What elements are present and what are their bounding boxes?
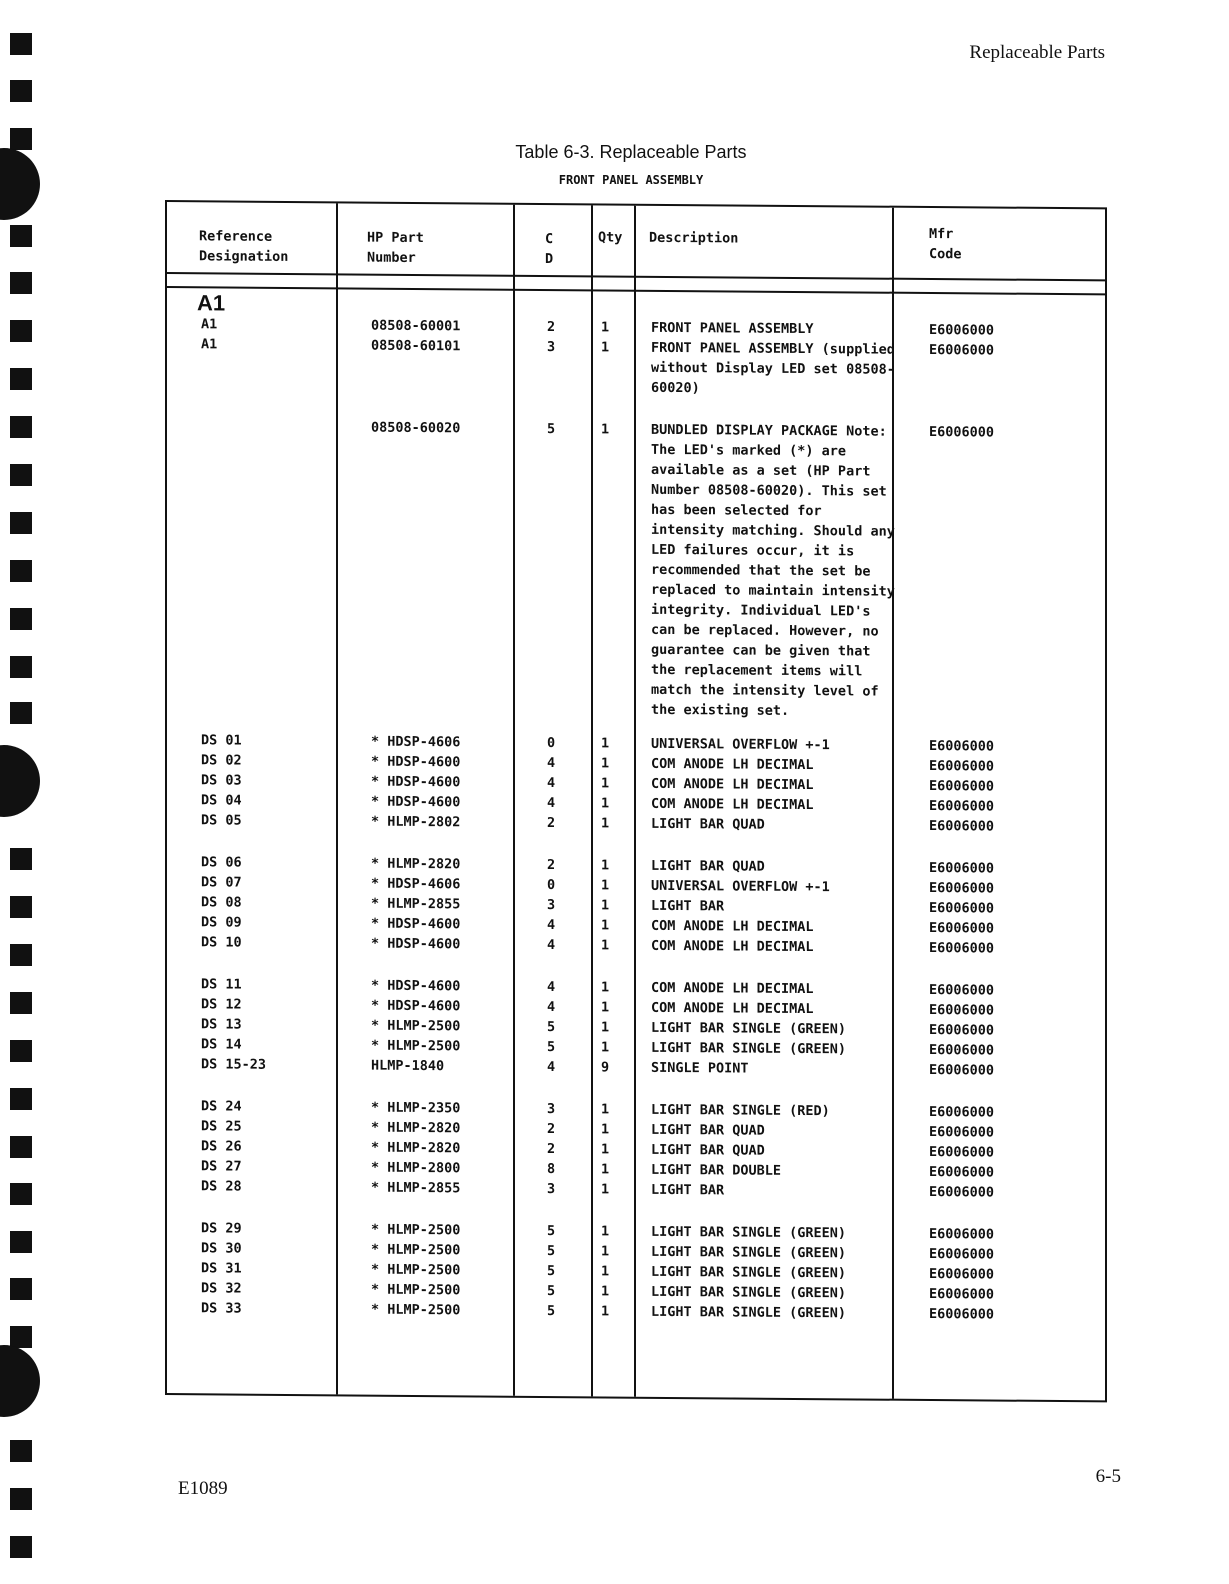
cell-mfr: E6006000 (929, 1002, 995, 1019)
cell-qty: 1 (601, 815, 610, 832)
cell-ref: DS 05 (201, 812, 242, 829)
cell-mfr: E6006000 (929, 342, 995, 359)
cell-part: HLMP-1840 (371, 1057, 445, 1075)
cell-ref: DS 11 (201, 976, 242, 993)
cell-desc: LIGHT BAR SINGLE (RED) (651, 1101, 830, 1120)
cell-mfr: E6006000 (929, 1246, 995, 1263)
cell-ref: DS 25 (201, 1118, 242, 1135)
binder-punch-hole (0, 745, 40, 817)
binder-hole (10, 320, 32, 342)
binder-hole (10, 1088, 32, 1110)
cell-cd: 5 (547, 1243, 556, 1260)
cell-cd: 5 (547, 1263, 556, 1280)
cell-desc: FRONT PANEL ASSEMBLY (651, 319, 814, 338)
cell-cd: 5 (547, 1303, 556, 1320)
cell-part: * HDSP-4600 (371, 753, 461, 771)
cell-part: * HLMP-2855 (371, 895, 461, 913)
col-header-reference (199, 226, 288, 267)
cell-qty: 1 (601, 937, 610, 954)
binder-hole (10, 80, 32, 102)
cell-qty: 1 (601, 319, 610, 336)
cell-part: 08508-60001 (371, 317, 461, 335)
binder-hole (10, 225, 32, 247)
col-header-cd-line2: D (545, 250, 554, 268)
cell-desc: LIGHT BAR SINGLE (GREEN) (651, 1263, 847, 1282)
cell-desc: SINGLE POINT (651, 1059, 749, 1077)
cell-cd: 0 (547, 735, 556, 752)
document-code: E1089 (178, 1478, 228, 1499)
cell-qty: 1 (601, 1263, 610, 1280)
cell-ref: DS 31 (201, 1260, 242, 1277)
binder-hole (10, 272, 32, 294)
binder-hole (10, 33, 32, 55)
col-header-cd-line1: C (545, 230, 554, 248)
binder-hole (10, 1183, 32, 1205)
col-header-part-line2: Number (367, 249, 416, 266)
cell-qty: 1 (601, 857, 610, 874)
cell-ref: DS 03 (201, 772, 242, 789)
col-header-description-label: Description (649, 229, 739, 247)
cell-cd: 5 (547, 1283, 556, 1300)
cell-part: * HDSP-4600 (371, 977, 461, 995)
cell-qty: 1 (601, 1161, 610, 1178)
cell-part: * HLMP-2500 (371, 1281, 461, 1299)
cell-desc: LIGHT BAR SINGLE (GREEN) (651, 1303, 847, 1322)
cell-part: * HLMP-2500 (371, 1037, 461, 1055)
cell-qty: 1 (601, 755, 610, 772)
cell-desc: COM ANODE LH DECIMAL (651, 999, 814, 1018)
cell-ref: DS 32 (201, 1280, 242, 1297)
cell-mfr: E6006000 (929, 880, 995, 897)
cell-desc: BUNDLED DISPLAY PACKAGE Note: The LED's marked (*) are available as a set (HP Part Number 08508-60020). This set has been selected for intensity matching. Should any LED failures occur, it is recommended that the set be replaced to maintain intensity integrity. Individual LED's can be replaced. However, no guarantee can be given that the replacement items will match the intensity level of the existing set. (651, 421, 895, 719)
table-subtitle: FRONT PANEL ASSEMBLY (558, 173, 704, 187)
cell-desc: COM ANODE LH DECIMAL (651, 755, 814, 774)
col-header-part-number (367, 228, 424, 268)
col-header-part-line1: HP Part (367, 229, 424, 247)
cell-desc: COM ANODE LH DECIMAL (651, 937, 814, 956)
binder-hole (10, 848, 32, 870)
cell-cd: 4 (547, 999, 556, 1016)
table-row (167, 416, 1105, 723)
cell-cd: 2 (547, 1141, 556, 1158)
cell-part: * HLMP-2802 (371, 813, 461, 831)
cell-ref: DS 09 (201, 914, 242, 931)
cell-part: * HDSP-4606 (371, 875, 461, 893)
cell-ref: DS 12 (201, 996, 242, 1013)
cell-qty: 1 (601, 795, 610, 812)
cell-cd: 4 (547, 755, 556, 772)
cell-desc: COM ANODE LH DECIMAL (651, 775, 814, 794)
cell-cd: 4 (547, 937, 556, 954)
cell-desc: LIGHT BAR SINGLE (GREEN) (651, 1039, 847, 1058)
cell-part: * HDSP-4600 (371, 935, 461, 953)
cell-ref: DS 01 (201, 732, 242, 749)
cell-qty: 1 (601, 1181, 610, 1198)
cell-qty: 1 (601, 1101, 610, 1118)
col-header-qty-label: Qty (598, 229, 623, 246)
cell-mfr: E6006000 (929, 1226, 995, 1243)
cell-desc: FRONT PANEL ASSEMBLY (supplied without Display LED set 08508-60020) (651, 339, 895, 397)
table-row (167, 334, 1105, 401)
cell-mfr: E6006000 (929, 424, 995, 441)
cell-desc: LIGHT BAR QUAD (651, 1141, 765, 1159)
cell-mfr: E6006000 (929, 1062, 995, 1079)
binder-hole (10, 464, 32, 486)
table-title: Table 6-3. Replaceable Parts (515, 142, 747, 162)
binder-hole (10, 1231, 32, 1253)
cell-part: * HLMP-2800 (371, 1159, 461, 1177)
cell-desc: UNIVERSAL OVERFLOW +-1 (651, 877, 830, 896)
binder-hole (10, 1278, 32, 1300)
cell-qty: 1 (601, 999, 610, 1016)
cell-mfr: E6006000 (929, 1104, 995, 1121)
cell-desc: LIGHT BAR (651, 897, 725, 915)
cell-ref: DS 29 (201, 1220, 242, 1237)
binder-hole (10, 1040, 32, 1062)
cell-mfr: E6006000 (929, 982, 995, 999)
cell-ref: A1 (201, 336, 218, 353)
cell-ref: DS 10 (201, 934, 242, 951)
cell-cd: 0 (547, 877, 556, 894)
cell-mfr: E6006000 (929, 818, 995, 835)
cell-cd: 4 (547, 917, 556, 934)
cell-ref: DS 26 (201, 1138, 242, 1155)
header-divider (167, 286, 1105, 295)
cell-part: * HLMP-2820 (371, 1139, 461, 1157)
cell-desc: LIGHT BAR QUAD (651, 815, 765, 833)
cell-desc: LIGHT BAR SINGLE (GREEN) (651, 1283, 847, 1302)
cell-ref: DS 14 (201, 1036, 242, 1053)
cell-cd: 4 (547, 979, 556, 996)
binder-hole (10, 1440, 32, 1462)
cell-cd: 2 (547, 815, 556, 832)
col-header-cd (545, 229, 553, 269)
cell-desc: COM ANODE LH DECIMAL (651, 917, 814, 936)
cell-qty: 1 (601, 877, 610, 894)
binder-hole (10, 560, 32, 582)
cell-mfr: E6006000 (929, 1184, 995, 1201)
cell-qty: 1 (601, 775, 610, 792)
cell-ref: A1 (201, 316, 218, 333)
cell-part: * HLMP-2820 (371, 855, 461, 873)
cell-ref: DS 15-23 (201, 1056, 267, 1073)
cell-cd: 3 (547, 897, 556, 914)
cell-qty: 1 (601, 897, 610, 914)
cell-mfr: E6006000 (929, 758, 995, 775)
cell-desc: LIGHT BAR (651, 1181, 725, 1199)
binder-hole (10, 702, 32, 724)
col-header-reference-line1: Reference (199, 228, 273, 245)
page-number: 6-5 (1095, 1466, 1121, 1487)
cell-mfr: E6006000 (929, 1022, 995, 1039)
col-header-reference-line2: Designation (199, 248, 289, 265)
cell-mfr: E6006000 (929, 1306, 995, 1323)
cell-part: * HLMP-2855 (371, 1179, 461, 1197)
cell-cd: 5 (547, 421, 556, 438)
cell-mfr: E6006000 (929, 1144, 995, 1161)
cell-ref: DS 27 (201, 1158, 242, 1175)
binder-hole (10, 944, 32, 966)
binder-hole (10, 1488, 32, 1510)
cell-ref: DS 02 (201, 752, 242, 769)
cell-qty: 1 (601, 1243, 610, 1260)
cell-ref: DS 13 (201, 1016, 242, 1033)
binder-hole (10, 416, 32, 438)
cell-cd: 3 (547, 1101, 556, 1118)
cell-part: * HDSP-4600 (371, 915, 461, 933)
binder-hole (10, 368, 32, 390)
cell-qty: 1 (601, 421, 610, 438)
binder-punch-hole (0, 1345, 40, 1417)
cell-mfr: E6006000 (929, 1164, 995, 1181)
section-title: A1 (197, 290, 226, 316)
cell-desc: LIGHT BAR QUAD (651, 1121, 765, 1139)
cell-mfr: E6006000 (929, 900, 995, 917)
cell-cd: 2 (547, 319, 556, 336)
cell-qty: 1 (601, 735, 610, 752)
cell-cd: 4 (547, 795, 556, 812)
cell-cd: 2 (547, 1121, 556, 1138)
cell-mfr: E6006000 (929, 920, 995, 937)
cell-ref: DS 08 (201, 894, 242, 911)
cell-qty: 1 (601, 979, 610, 996)
parts-rows (167, 314, 1105, 1325)
cell-part: * HLMP-2500 (371, 1221, 461, 1239)
cell-cd: 8 (547, 1161, 556, 1178)
cell-ref: DS 24 (201, 1098, 242, 1115)
cell-desc: UNIVERSAL OVERFLOW +-1 (651, 735, 830, 754)
cell-part: 08508-60101 (371, 337, 461, 355)
binder-hole (10, 1136, 32, 1158)
cell-mfr: E6006000 (929, 1266, 995, 1283)
cell-qty: 1 (601, 1283, 610, 1300)
cell-qty: 1 (601, 1121, 610, 1138)
cell-part: * HLMP-2500 (371, 1261, 461, 1279)
binder-holes (0, 0, 40, 1584)
cell-part: * HLMP-2350 (371, 1099, 461, 1117)
cell-qty: 1 (601, 1223, 610, 1240)
cell-cd: 5 (547, 1039, 556, 1056)
cell-part: 08508-60020 (371, 419, 461, 437)
cell-mfr: E6006000 (929, 322, 995, 339)
cell-desc: LIGHT BAR DOUBLE (651, 1161, 782, 1179)
binder-hole (10, 992, 32, 1014)
cell-cd: 4 (547, 1059, 556, 1076)
cell-desc: LIGHT BAR SINGLE (GREEN) (651, 1223, 847, 1242)
cell-mfr: E6006000 (929, 860, 995, 877)
cell-part: * HDSP-4600 (371, 773, 461, 791)
binder-hole (10, 1326, 32, 1348)
cell-cd: 3 (547, 1181, 556, 1198)
cell-desc: COM ANODE LH DECIMAL (651, 979, 814, 998)
cell-desc: LIGHT BAR SINGLE (GREEN) (651, 1019, 847, 1038)
cell-mfr: E6006000 (929, 778, 995, 795)
binder-hole (10, 608, 32, 630)
cell-part: * HDSP-4600 (371, 793, 461, 811)
cell-cd: 4 (547, 775, 556, 792)
binder-hole (10, 512, 32, 534)
cell-qty: 1 (601, 1019, 610, 1036)
parts-table (165, 200, 1107, 1402)
cell-mfr: E6006000 (929, 940, 995, 957)
header-divider (167, 272, 1105, 281)
cell-part: * HLMP-2500 (371, 1301, 461, 1319)
cell-part: * HDSP-4600 (371, 997, 461, 1015)
col-header-description (649, 228, 738, 249)
col-header-mfr-line1: Mfr (929, 226, 954, 243)
cell-ref: DS 33 (201, 1300, 242, 1317)
cell-mfr: E6006000 (929, 1124, 995, 1141)
cell-ref: DS 04 (201, 792, 242, 809)
cell-ref: DS 28 (201, 1178, 242, 1195)
col-header-qty (598, 227, 622, 247)
cell-qty: 1 (601, 1039, 610, 1056)
cell-part: * HDSP-4606 (371, 733, 461, 751)
running-header: Replaceable Parts (969, 42, 1105, 63)
cell-desc: COM ANODE LH DECIMAL (651, 795, 814, 814)
cell-qty: 9 (601, 1059, 610, 1076)
col-header-mfr-line2: Code (929, 246, 962, 263)
cell-cd: 3 (547, 339, 556, 356)
cell-cd: 5 (547, 1019, 556, 1036)
cell-qty: 1 (601, 1303, 610, 1320)
binder-hole (10, 896, 32, 918)
cell-part: * HLMP-2820 (371, 1119, 461, 1137)
cell-desc: LIGHT BAR SINGLE (GREEN) (651, 1243, 847, 1262)
col-header-mfr-code (929, 224, 962, 264)
cell-part: * HLMP-2500 (371, 1017, 461, 1035)
binder-hole (10, 1536, 32, 1558)
cell-mfr: E6006000 (929, 798, 995, 815)
cell-qty: 1 (601, 917, 610, 934)
cell-qty: 1 (601, 1141, 610, 1158)
cell-ref: DS 30 (201, 1240, 242, 1257)
cell-qty: 1 (601, 339, 610, 356)
cell-mfr: E6006000 (929, 1042, 995, 1059)
cell-cd: 5 (547, 1223, 556, 1240)
cell-cd: 2 (547, 857, 556, 874)
cell-part: * HLMP-2500 (371, 1241, 461, 1259)
cell-desc: LIGHT BAR QUAD (651, 857, 765, 875)
binder-hole (10, 656, 32, 678)
cell-ref: DS 07 (201, 874, 242, 891)
cell-mfr: E6006000 (929, 738, 995, 755)
cell-ref: DS 06 (201, 854, 242, 871)
cell-mfr: E6006000 (929, 1286, 995, 1303)
